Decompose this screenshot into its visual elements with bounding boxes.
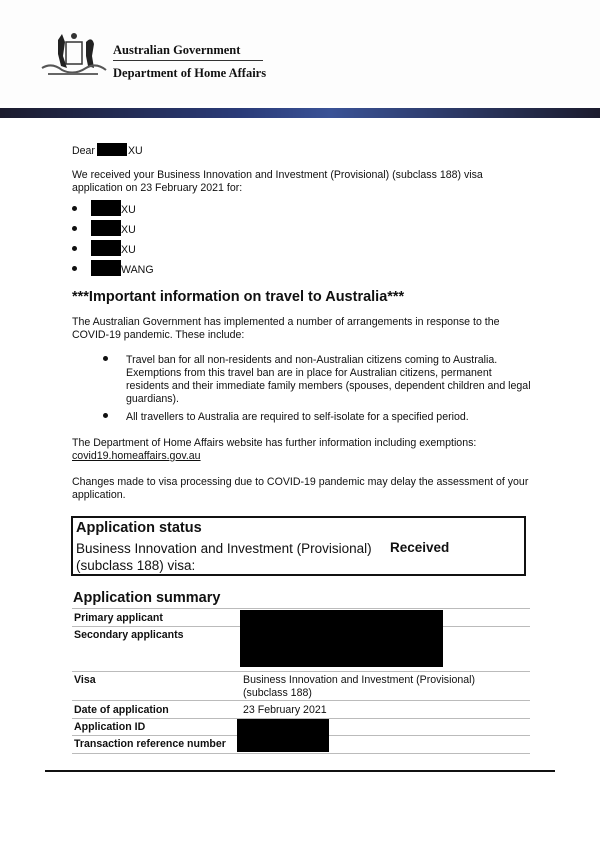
summary-label: Date of application bbox=[74, 704, 169, 716]
applicant-surname: XU bbox=[121, 204, 136, 216]
surname: XU bbox=[127, 145, 143, 157]
list-item bbox=[72, 220, 154, 240]
list-item bbox=[72, 260, 154, 280]
org-name: Australian Government bbox=[113, 43, 241, 57]
salutation bbox=[72, 143, 143, 157]
website-link[interactable]: covid19.homeaffairs.gov.au bbox=[72, 450, 201, 462]
website-text: The Department of Home Affairs website has further information including exemptions: bbox=[72, 437, 477, 449]
applicant-list bbox=[72, 200, 154, 280]
application-status-box bbox=[71, 516, 526, 576]
delay-note: Changes made to visa processing due to COVID-19 pandemic may delay the assessment of your application. bbox=[72, 476, 529, 501]
applicant-surname: XU bbox=[121, 224, 136, 236]
coat-of-arms-logo bbox=[38, 30, 108, 82]
summary-label: Visa bbox=[74, 674, 96, 686]
bullet bbox=[103, 356, 108, 361]
travel-point: Travel ban for all non-residents and non-Australian citizens coming to Australia. Exemptions from this travel ban are in place for Australian citizens, permanent residents and their immediate family members (spouses, dependent children and legal guardians). bbox=[126, 354, 531, 405]
divider bbox=[113, 60, 263, 61]
bullet bbox=[103, 413, 108, 418]
status-visa bbox=[76, 540, 372, 574]
redaction bbox=[97, 143, 127, 156]
intro-text: We received your Business Innovation and Investment (Provisional) (subclass 188) visa application on 23 February 2021 for: bbox=[72, 169, 483, 194]
footer-rule bbox=[45, 770, 555, 772]
redaction bbox=[240, 610, 443, 667]
applicant-surname: WANG bbox=[121, 264, 154, 276]
status-visa-line: Business Innovation and Investment (Provisional) bbox=[76, 541, 372, 556]
list-item bbox=[72, 200, 154, 220]
header-bar bbox=[0, 108, 600, 118]
department-name: Department of Home Affairs bbox=[113, 66, 267, 80]
redaction bbox=[237, 719, 329, 752]
summary-label: Transaction reference number bbox=[74, 738, 226, 750]
status-badge: Received bbox=[390, 540, 450, 555]
list-item bbox=[72, 240, 154, 260]
salutation-text: Dear bbox=[72, 145, 95, 157]
summary-label: Secondary applicants bbox=[74, 629, 184, 641]
travel-intro: The Australian Government has implemented a number of arrangements in response to the COVID-19 pandemic. These include: bbox=[72, 316, 500, 341]
summary-value: Business Innovation and Investment (Provisional) (subclass 188) bbox=[243, 674, 476, 699]
travel-heading: ***Important information on travel to Australia*** bbox=[72, 289, 405, 305]
summary-value: 23 February 2021 bbox=[243, 704, 327, 716]
travel-point: All travellers to Australia are required to self-isolate for a specified period. bbox=[126, 411, 469, 423]
status-heading: Application status bbox=[76, 520, 202, 536]
summary-label: Primary applicant bbox=[74, 612, 163, 624]
applicant-surname: XU bbox=[121, 244, 136, 256]
summary-heading: Application summary bbox=[73, 590, 221, 606]
summary-label: Application ID bbox=[74, 721, 146, 733]
status-visa-line: (subclass 188) visa: bbox=[76, 558, 196, 573]
